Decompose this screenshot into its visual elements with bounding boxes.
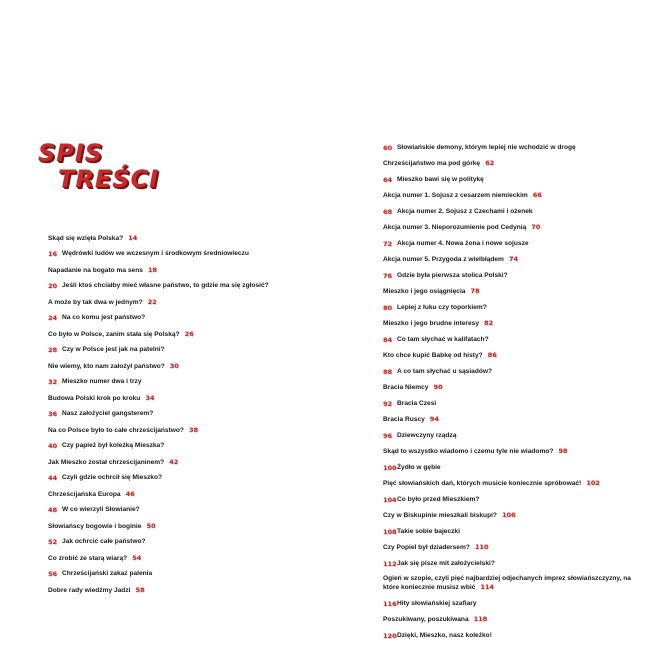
toc-entry: [383, 144, 645, 152]
toc-entry: [383, 223, 645, 232]
toc-entry: [48, 282, 318, 290]
page-number: 18: [147, 265, 157, 274]
page-number: 70: [531, 223, 541, 231]
entry-title: Mieszko bawi się w politykę: [397, 175, 484, 183]
toc-entry: [383, 336, 645, 344]
page-number: 100: [383, 463, 397, 472]
page-title: [38, 140, 159, 192]
entry-title: Akcja numer 3. Nieporozumienie pod Cedynią: [383, 224, 527, 231]
entry-title: Skąd się wzięła Polska?: [48, 234, 124, 242]
toc-entry: [383, 560, 645, 568]
page-number: 28: [48, 346, 58, 354]
toc-entry: [48, 538, 318, 546]
toc-entry: [383, 351, 645, 360]
toc-entry: [383, 383, 645, 392]
page-number: 48: [48, 506, 58, 514]
page-number: 26: [184, 329, 194, 338]
page-number: 36: [48, 410, 58, 418]
toc-entry: [383, 319, 645, 328]
toc-entry: [48, 522, 318, 531]
page-number: 32: [48, 378, 58, 386]
title-line-2: TREŚCI: [58, 165, 160, 193]
entry-title: Czy papież był koleżką Mieszka?: [62, 442, 165, 449]
page-number: 44: [48, 474, 58, 482]
toc-entry: [48, 234, 318, 243]
entry-title: Bracia Ruscy: [383, 416, 425, 423]
toc-entry: [48, 330, 318, 339]
entry-title: Nie wiemy, kto nam założył państwo?: [48, 362, 165, 370]
toc-entry: [48, 474, 318, 482]
toc-entry: [383, 600, 645, 608]
toc-entry: [383, 400, 645, 408]
toc-entry: [383, 368, 645, 376]
page-number: 94: [429, 415, 439, 423]
page-number: 58: [135, 585, 145, 594]
page-number: 62: [485, 159, 495, 167]
entry-title: Jak ochrcić całe państwo?: [62, 538, 146, 545]
entry-title: Chrześcijańska Europa: [48, 490, 121, 498]
toc-entry: [383, 208, 645, 216]
page-number: 110: [474, 543, 489, 551]
entry-title: Jeśli ktoś chciałby mieć własne państwo, to gdzie ma się zgłosić?: [62, 282, 269, 289]
toc-entry: [48, 250, 318, 258]
entry-title: Akcja numer 5. Przygoda z wielbłądem: [383, 256, 504, 263]
entry-title: Czyli gdzie ochrcił się Mieszko?: [62, 474, 163, 481]
toc-entry: [48, 442, 318, 450]
entry-title: Na co komu jest państwo?: [62, 314, 146, 321]
entry-title: Wędrówki ludów we wczesnym i środkowym średniowieczu: [62, 250, 249, 257]
page-number: 84: [383, 335, 393, 344]
entry-title: W co wierzyli Słowianie?: [62, 506, 140, 513]
entry-title: Nasz założyciel gangsterem?: [62, 410, 154, 417]
toc-entry: [48, 570, 318, 578]
toc-entry: [383, 632, 645, 640]
entry-title: Budowa Polski krok po kroku: [48, 394, 141, 402]
page-number: 96: [383, 431, 393, 440]
page-number: 102: [586, 479, 600, 487]
page-number: 74: [508, 255, 518, 263]
page-number: 42: [169, 457, 179, 466]
entry-title: Dzięki, Mieszko, nasz koleżko!: [397, 631, 492, 639]
entry-title: Na co Polsce było to całe chrześcijaństwo?: [48, 426, 184, 434]
toc-entry: [48, 554, 318, 563]
entry-title: A co tam słychać u sąsiadów?: [397, 367, 493, 375]
page-number: 106: [501, 511, 516, 519]
entry-title: Jak się pisze mit założycielski?: [397, 559, 495, 567]
toc-entry: [383, 304, 645, 312]
entry-title: Dobre rady wiedźmy Jadzi: [48, 586, 131, 594]
toc-entry: [383, 240, 645, 248]
entry-title: Bracia Czesi: [397, 399, 437, 407]
page-number: 72: [383, 239, 393, 248]
entry-title: Napadanie na bogato ma sens: [48, 266, 143, 274]
toc-entry: [48, 394, 318, 403]
toc-entry: [383, 479, 645, 488]
toc-entry: [383, 543, 645, 552]
toc-entry: [48, 410, 318, 418]
page-number: 46: [125, 489, 135, 498]
entry-title: Pięć słowiańskich dań, których musicie koniecznie spróbować!: [383, 480, 582, 487]
toc-entry: [383, 272, 645, 280]
page-number: 30: [169, 361, 179, 370]
page-number: 98: [558, 447, 568, 455]
page-number: 114: [480, 583, 494, 591]
page-number: 64: [383, 175, 393, 184]
entry-title: Co było przed Mieszkiem?: [397, 495, 480, 503]
toc-entry: [48, 362, 318, 371]
toc-entry: [48, 346, 318, 354]
page-number: 50: [146, 521, 156, 530]
entry-title: Takie sobie bajeczki: [397, 527, 460, 535]
entry-title: Gdzie była pierwsza stolica Polski?: [397, 271, 508, 279]
page-number: 54: [132, 553, 142, 562]
entry-title: Mieszko i jego osiągnięcia: [383, 288, 466, 295]
entry-title: Żydło w gębie: [397, 463, 441, 471]
entry-title: Słowiańskie demony, którym lepiej nie wchodzić w drogę: [397, 143, 576, 151]
page-number: 112: [383, 559, 397, 568]
page-number: 60: [383, 143, 393, 152]
entry-title: Czy w Biskupinie mieszkali biskupi?: [383, 512, 497, 519]
toc-entry: [383, 176, 645, 184]
entry-title: Mieszko i jego brudne interesy: [383, 320, 479, 327]
toc-entry: [383, 255, 645, 264]
page-number: 38: [188, 425, 198, 434]
entry-title: Mieszko numer dwa i trzy: [62, 378, 142, 385]
entry-title: Skąd to wszystko wiadomo i czemu tyle nie wiadomo?: [383, 448, 554, 455]
toc-entry: [383, 287, 645, 296]
entry-title: Ogień w szopie, czyli pięć najbardziej odjechanych imprez słowiańszczyzny, na które koniecznie musisz wbić: [383, 575, 631, 591]
entry-title: Jak Mieszko został chrześcijaninem?: [48, 458, 165, 466]
toc-entry: [48, 490, 318, 499]
toc-entry: [383, 511, 645, 520]
entry-title: Akcja numer 4. Nowa żona i nowe sojusze: [397, 239, 529, 247]
entry-title: Akcja numer 1. Sojusz z cesarzem niemieckim: [383, 192, 528, 199]
page-number: 82: [484, 319, 494, 327]
toc-entry: [383, 159, 645, 168]
entry-title: Chrześcijański zakaz palenia: [62, 570, 153, 577]
entry-title: Dziewczyny rządzą: [397, 431, 457, 439]
page-number: 22: [147, 297, 157, 306]
entry-title: Co było w Polsce, zanim stała się Polską?: [48, 330, 180, 338]
entry-title: Poszukiwany, poszukiwana: [383, 616, 469, 623]
page-number: 118: [473, 615, 488, 623]
page-number: 14: [128, 233, 138, 242]
toc-entry: [383, 615, 645, 624]
toc-entry: [48, 298, 318, 307]
toc-entry: [383, 447, 645, 456]
page-number: 78: [470, 287, 480, 295]
page-number: 88: [383, 367, 393, 376]
entry-title: Co zrobić ze starą wiarą?: [48, 554, 128, 562]
page-number: 116: [383, 599, 397, 608]
page-number: 80: [383, 303, 393, 312]
entry-title: Czy w Polsce jest jak na patelni?: [62, 346, 165, 353]
title-line-1: SPIS: [38, 139, 104, 167]
toc-entry: [383, 575, 645, 592]
entry-title: Kto chce kupić Babkę od histy?: [383, 352, 483, 359]
page-number: 20: [48, 282, 58, 290]
page-number: 34: [145, 393, 155, 402]
toc-list-left: [48, 226, 318, 595]
entry-title: Słowiańscy bogowie i boginie: [48, 522, 142, 530]
entry-title: Chrześcijaństwo ma pod górkę: [383, 160, 481, 167]
page-number: 86: [487, 351, 497, 359]
page-number: 76: [383, 271, 393, 280]
toc-entry: [383, 415, 645, 424]
toc-entry: [48, 378, 318, 386]
entry-title: Co tam słychać w kalifatach?: [397, 335, 489, 343]
entry-title: Hity słowiańskiej szafiary: [397, 599, 477, 607]
toc-entry: [383, 496, 645, 504]
toc-entry: [48, 314, 318, 322]
toc-entry: [48, 458, 318, 467]
entry-title: Akcja numer 2. Sojusz z Czechami i ożenek: [397, 207, 533, 215]
toc-entry: [383, 528, 645, 536]
page-number: 68: [383, 207, 393, 216]
page-number: 108: [383, 527, 397, 536]
toc-entry: [383, 464, 645, 472]
page-number: 66: [532, 191, 542, 199]
page-number: 104: [383, 495, 397, 504]
page-number: 92: [383, 399, 393, 408]
entry-title: Czy Popiel był dziadersem?: [383, 544, 470, 551]
toc-entry: [48, 586, 318, 595]
toc-entry: [48, 266, 318, 275]
page-number: 24: [48, 314, 58, 322]
toc-entry: [383, 191, 645, 200]
entry-title: A może by tak dwa w jednym?: [48, 298, 143, 306]
entry-title: Lepiej z łuku czy toporkiem?: [397, 303, 487, 311]
toc-list-right: [383, 136, 645, 640]
right-page: [325, 0, 650, 650]
toc-entry: [383, 432, 645, 440]
page-number: 90: [433, 383, 443, 391]
toc-entry: [48, 506, 318, 514]
page-number: 120: [383, 631, 397, 640]
entry-title: Bracia Niemcy: [383, 384, 429, 391]
page-number: 56: [48, 570, 58, 578]
page-number: 16: [48, 250, 58, 258]
toc-entry: [48, 426, 318, 435]
page-number: 40: [48, 442, 58, 450]
page-number: 52: [48, 538, 58, 546]
